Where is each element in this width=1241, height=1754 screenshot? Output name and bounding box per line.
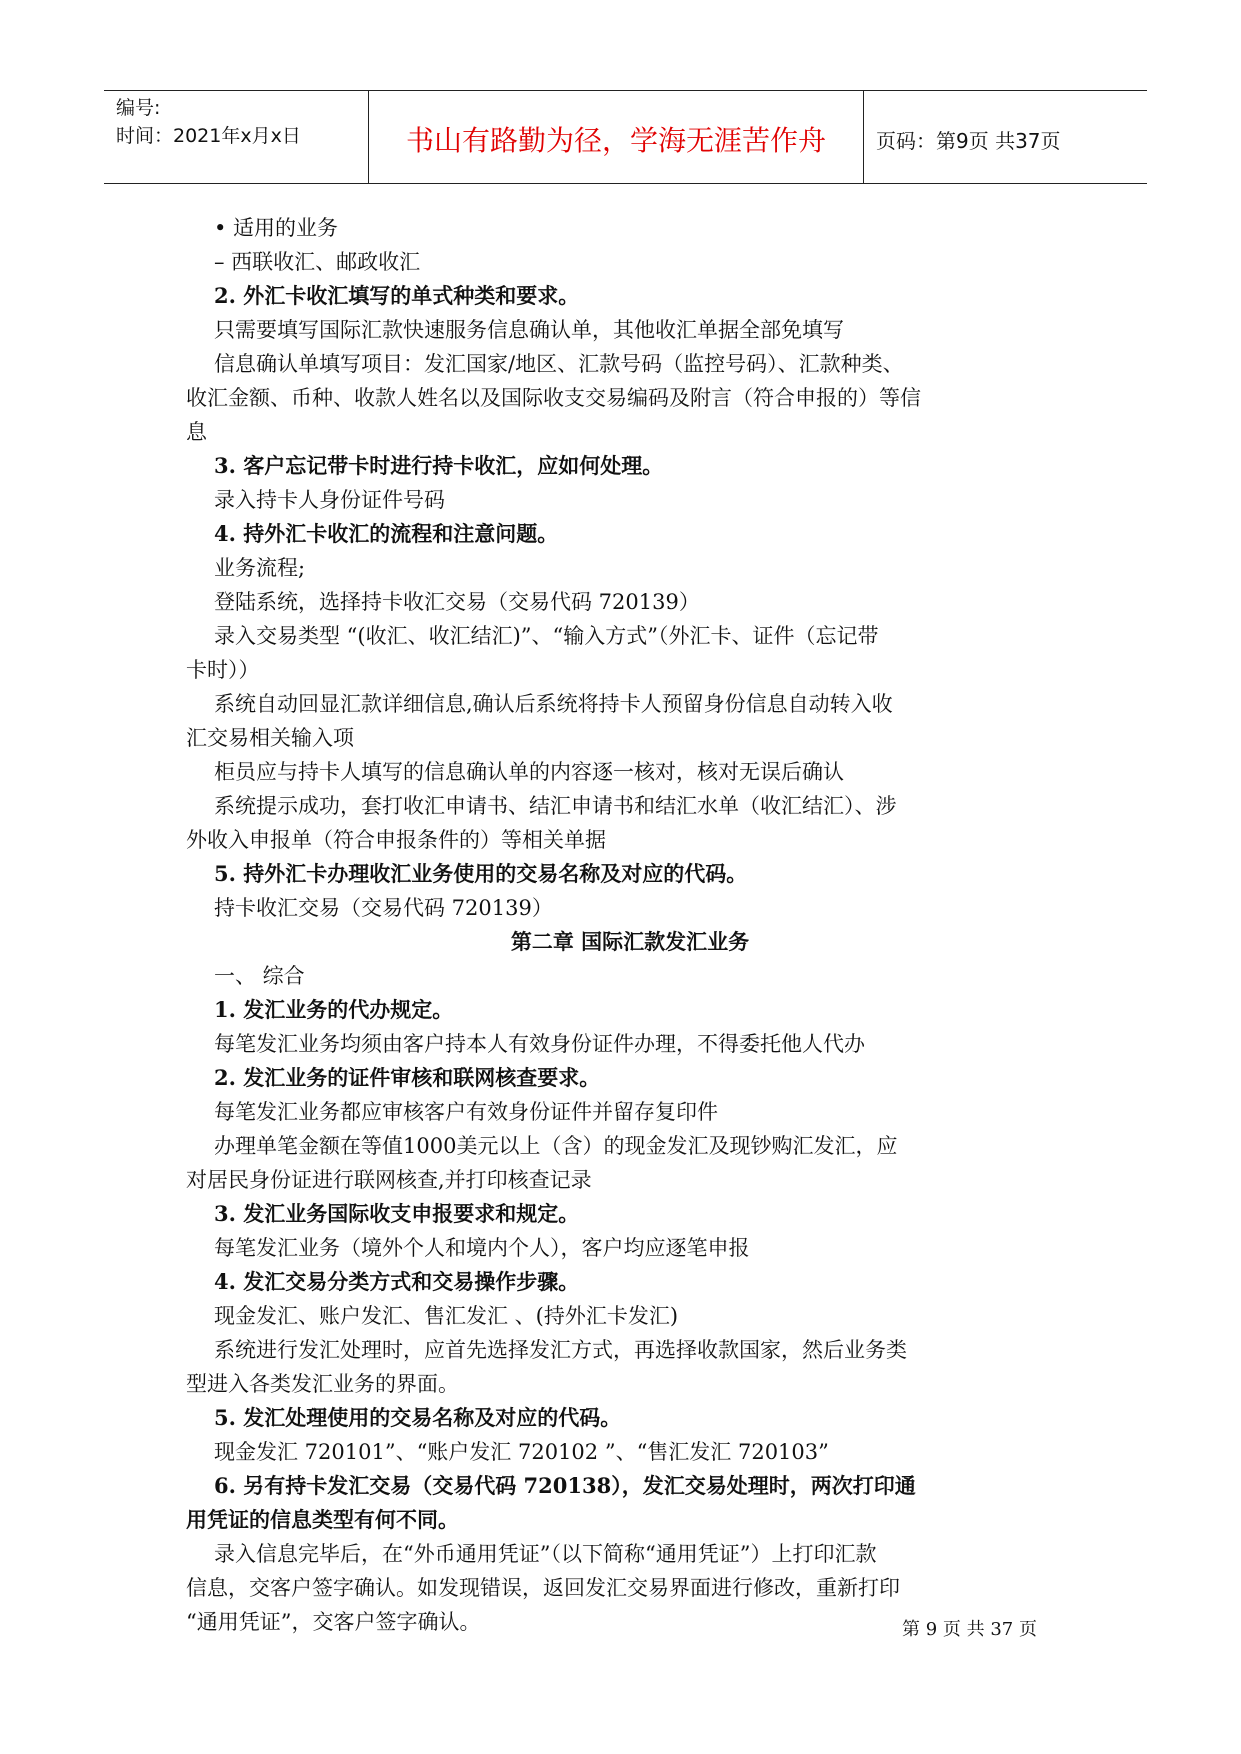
document-number-label: 编号: — [116, 97, 161, 119]
body-line: 办理单笔金额在等值1000美元以上（含）的现金发汇及现钞购汇发汇，应 — [214, 1134, 898, 1158]
bullet-item: • 适用的业务 — [214, 216, 339, 240]
section-heading: 3. 客户忘记带卡时进行持卡收汇，应如何处理。 — [214, 453, 664, 478]
body-line: 每笔发汇业务均须由客户持本人有效身份证件办理，不得委托他人代办 — [214, 1032, 865, 1056]
body-line: – 西联收汇、邮政收汇 — [214, 250, 421, 274]
body-line: 外收入申报单（符合申报条件的）等相关单据 — [186, 828, 606, 852]
section-heading: 2. 外汇卡收汇填写的单式种类和要求。 — [214, 283, 580, 308]
subsection-heading: 一、 综合 — [214, 964, 305, 988]
header-right-cell — [862, 91, 1147, 183]
document-date-label: 时间：2021年x月x日 — [116, 125, 301, 147]
body-line: 只需要填写国际汇款快速服务信息确认单，其他收汇单据全部免填写 — [214, 318, 844, 342]
body-line: 柜员应与持卡人填写的信息确认单的内容逐一核对，核对无误后确认 — [214, 760, 844, 784]
body-line: 登陆系统，选择持卡收汇交易（交易代码 720139） — [214, 590, 700, 614]
body-line: 系统自动回显汇款详细信息,确认后系统将持卡人预留身份信息自动转入收 — [214, 692, 893, 716]
section-heading: 5. 持外汇卡办理收汇业务使用的交易名称及对应的代码。 — [214, 861, 748, 886]
body-line: 系统进行发汇处理时，应首先选择发汇方式，再选择收款国家，然后业务类 — [214, 1338, 907, 1362]
body-line: 信息，交客户签字确认。如发现错误，返回发汇交易界面进行修改，重新打印 — [186, 1576, 900, 1600]
header-motto: 书山有路勤为径，学海无涯苦作舟 — [405, 124, 826, 157]
footer-page-number: 第 9 页 共 37 页 — [902, 1619, 1037, 1640]
body-line: 收汇金额、币种、收款人姓名以及国际收支交易编码及附言（符合申报的）等信 — [186, 386, 921, 410]
body-line: 每笔发汇业务（境外个人和境内个人），客户均应逐笔申报 — [214, 1236, 750, 1260]
body-line: 对居民身份证进行联网核查,并打印核查记录 — [186, 1168, 592, 1192]
header-middle-cell — [368, 91, 864, 183]
body-line: 现金发汇、账户发汇、售汇发汇 、(持外汇卡发汇) — [214, 1304, 679, 1328]
body-line: 录入交易类型 “(收汇、收汇结汇)”、“输入方式”（外汇卡、证件（忘记带 — [214, 624, 879, 648]
section-heading: 4. 持外汇卡收汇的流程和注意问题。 — [214, 521, 559, 546]
header-left-cell — [104, 91, 368, 183]
body-line: 息 — [186, 420, 207, 444]
section-heading: 2. 发汇业务的证件审核和联网核查要求。 — [214, 1065, 601, 1090]
document-header — [104, 90, 1147, 184]
body-line: 卡时）） — [186, 658, 260, 682]
section-heading: 5. 发汇处理使用的交易名称及对应的代码。 — [214, 1405, 622, 1430]
body-line: 现金发汇 720101”、“账户发汇 720102 ”、“售汇发汇 720103” — [214, 1440, 829, 1464]
section-heading: 3. 发汇业务国际收支申报要求和规定。 — [214, 1201, 580, 1226]
chapter-title: 第二章 国际汇款发汇业务 — [510, 929, 750, 954]
body-line: 每笔发汇业务都应审核客户有效身份证件并留存复印件 — [214, 1100, 718, 1124]
body-line: “通用凭证”，交客户签字确认。 — [186, 1610, 481, 1634]
body-line: 信息确认单填写项目：发汇国家/地区、汇款号码（监控号码）、汇款种类、 — [214, 352, 904, 376]
section-heading: 4. 发汇交易分类方式和交易操作步骤。 — [214, 1269, 580, 1294]
section-heading-continued: 用凭证的信息类型有何不同。 — [186, 1507, 459, 1532]
body-line: 持卡收汇交易（交易代码 720139） — [214, 896, 553, 920]
section-heading: 1. 发汇业务的代办规定。 — [214, 997, 454, 1022]
body-line: 录入信息完毕后，在“外币通用凭证”（以下简称“通用凭证”）上打印汇款 — [214, 1542, 877, 1566]
body-line: 系统提示成功，套打收汇申请书、结汇申请书和结汇水单（收汇结汇）、涉 — [214, 794, 897, 818]
section-heading: 6. 另有持卡发汇交易（交易代码 720138），发汇交易处理时，两次打印通 — [214, 1473, 916, 1498]
body-line: 型进入各类发汇业务的界面。 — [186, 1372, 459, 1396]
body-line: 业务流程; — [214, 556, 306, 580]
header-page-number: 页码：第9页 共37页 — [876, 129, 1061, 153]
body-line: 录入持卡人身份证件号码 — [214, 488, 445, 512]
body-line: 汇交易相关输入项 — [186, 726, 354, 750]
